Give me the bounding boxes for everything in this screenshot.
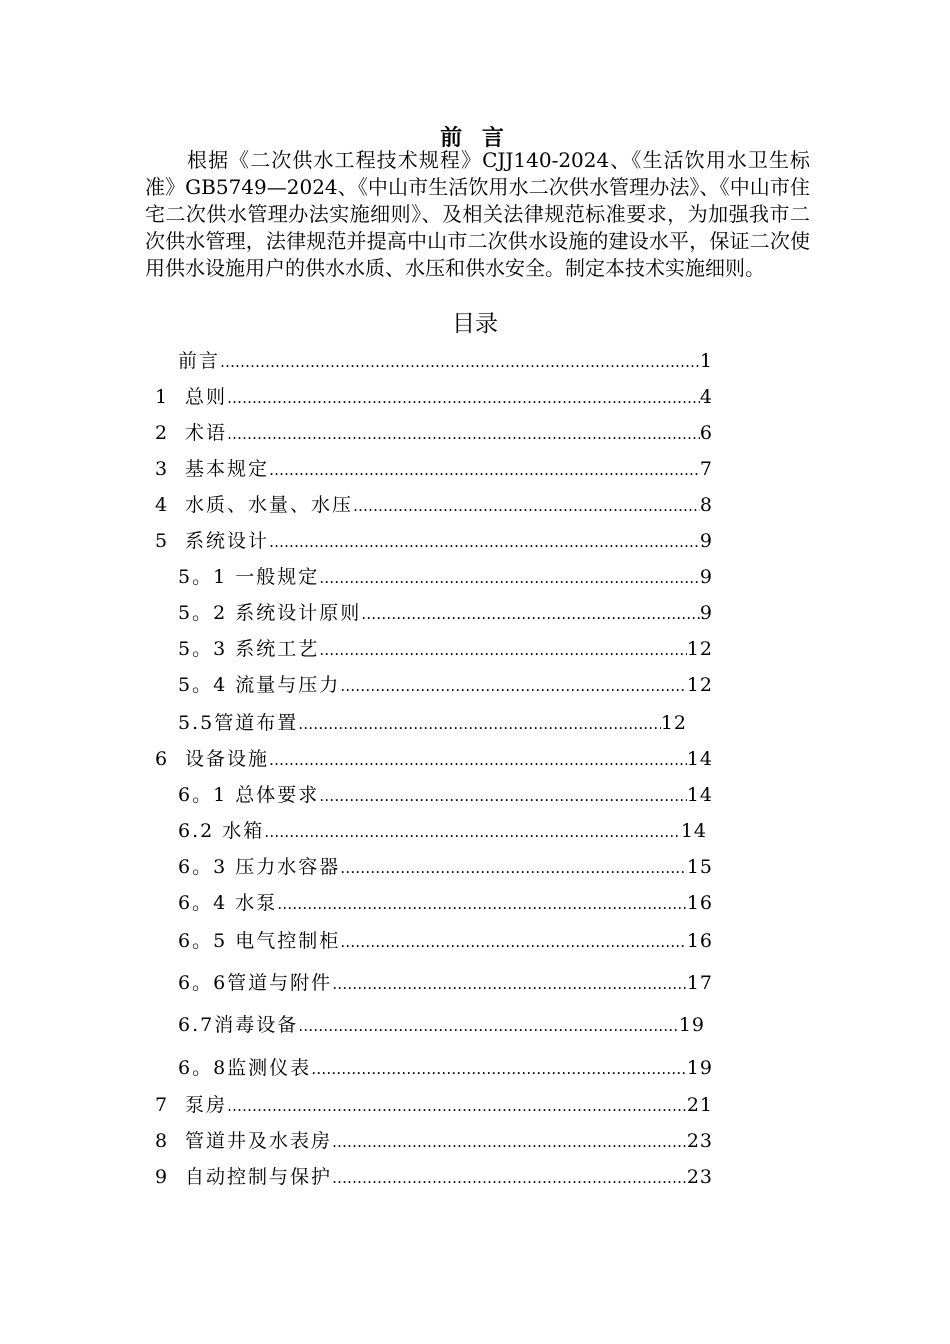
- toc-entry: [178, 969, 713, 997]
- toc-leader-dots: [227, 420, 700, 448]
- toc-entry: [155, 455, 713, 483]
- toc-entry-page: 1: [699, 350, 713, 372]
- toc-entry-number: 3: [155, 458, 170, 480]
- toc-leader-dots: [227, 1092, 687, 1120]
- toc-entry-page: 4: [699, 386, 713, 408]
- toc-entry-label: 泵房: [185, 1094, 228, 1116]
- toc-entry-label: 6.2 水箱: [178, 820, 265, 842]
- toc-entry-page: 16: [686, 930, 713, 952]
- toc-entry-label: 管道井及水表房: [185, 1130, 333, 1152]
- toc-leader-dots: [269, 528, 700, 556]
- toc-entry-number: 5: [155, 530, 170, 552]
- toc-entry-page: 9: [699, 530, 713, 552]
- preface-title: 前 言: [440, 125, 510, 151]
- toc-entry-page: 6: [699, 422, 713, 444]
- toc-entry-label: 5.5管道布置: [178, 712, 299, 734]
- toc-leader-dots: [298, 1012, 679, 1040]
- toc-entry-number: 4: [155, 494, 170, 516]
- toc-entry-number: 6: [155, 748, 170, 770]
- toc-entry: [178, 927, 713, 955]
- toc-entry: [178, 635, 713, 663]
- toc-entry: [155, 527, 713, 555]
- toc-leader-dots: [269, 456, 700, 484]
- toc-leader-dots: [227, 384, 700, 412]
- toc-entry-number: 9: [155, 1166, 170, 1188]
- toc-leader-dots: [353, 492, 700, 520]
- toc-entry: [178, 671, 713, 699]
- toc-title: 目录: [452, 311, 498, 337]
- toc-entry: [178, 1054, 713, 1082]
- toc-leader-dots: [332, 1128, 687, 1156]
- toc-entry-label: 6。1 总体要求: [178, 784, 320, 806]
- toc-entry-page: 16: [686, 892, 713, 914]
- toc-entry-page: 14: [686, 748, 713, 770]
- toc-entry-page: 12: [660, 712, 687, 734]
- toc-leader-dots: [361, 600, 700, 628]
- toc-entry-page: 23: [686, 1166, 713, 1188]
- toc-entry-page: 9: [699, 566, 713, 588]
- toc-entry: [178, 853, 713, 881]
- toc-entry-number: 1: [155, 386, 170, 408]
- toc-entry-page: 23: [686, 1130, 713, 1152]
- toc-leader-dots: [332, 970, 687, 998]
- toc-entry-label: 6。6管道与附件: [178, 972, 333, 994]
- toc-leader-dots: [264, 818, 681, 846]
- toc-entry-label: 术语: [185, 422, 228, 444]
- toc-entry: [178, 1011, 705, 1039]
- toc-entry-page: 8: [699, 494, 713, 516]
- toc-entry-label: 水质、水量、水压: [185, 494, 354, 516]
- toc-entry: [178, 347, 713, 375]
- toc-leader-dots: [298, 710, 661, 738]
- toc-entry: [155, 1163, 713, 1191]
- toc-entry: [155, 1091, 713, 1119]
- toc-entry: [178, 781, 713, 809]
- toc-entry-label: 6。5 电气控制柜: [178, 930, 341, 952]
- toc-leader-dots: [269, 746, 687, 774]
- toc-leader-dots: [340, 928, 687, 956]
- toc-leader-dots: [340, 672, 687, 700]
- toc-entry-label: 系统设计: [185, 530, 270, 552]
- toc-leader-dots: [319, 564, 700, 592]
- toc-leader-dots: [277, 890, 687, 918]
- toc-entry-page: 14: [686, 784, 713, 806]
- toc-entry-page: 7: [699, 458, 713, 480]
- toc-entry-label: 5。1 一般规定: [178, 566, 320, 588]
- toc-entry: [155, 745, 713, 773]
- toc-entry-page: 12: [686, 674, 713, 696]
- toc-entry-label: 设备设施: [185, 748, 270, 770]
- toc-entry-label: 5。2 系统设计原则: [178, 602, 362, 624]
- toc-entry-page: 19: [686, 1057, 713, 1079]
- toc-entry-label: 6。3 压力水容器: [178, 856, 341, 878]
- preface-body: 根据《二次供水工程技术规程》CJJ140-2024、《生活饮用水卫生标准》GB5749—2024、《中山市生活饮用水二次供水管理办法》、《中山市住宅二次供水管理办法实施细则》、及相关法律规范标准要求，为加强我市二次供水管理，法律规范并提高中山市二次供水设施的建设水平，保证二次使用供水设施用户的供水水质、水压和供水安全。制定本技术实施细则。: [145, 148, 810, 280]
- toc-entry-label: 6.7消毒设备: [178, 1014, 299, 1036]
- toc-entry-number: 8: [155, 1130, 170, 1152]
- toc-entry-label: 前言: [178, 350, 221, 372]
- toc-entry-page: 21: [686, 1094, 713, 1116]
- toc-entry: [178, 599, 713, 627]
- toc-entry-page: 15: [686, 856, 713, 878]
- toc-entry: [155, 419, 713, 447]
- toc-leader-dots: [311, 1055, 687, 1083]
- toc-entry-number: 7: [155, 1094, 170, 1116]
- toc-entry: [155, 491, 713, 519]
- toc-entry: [155, 1127, 713, 1155]
- toc-leader-dots: [340, 854, 687, 882]
- toc-entry-page: 9: [699, 602, 713, 624]
- toc-entry: [178, 889, 713, 917]
- toc-entry: [178, 563, 713, 591]
- toc-leader-dots: [332, 1164, 687, 1192]
- toc-entry-label: 5。4 流量与压力: [178, 674, 341, 696]
- toc-entry: [155, 383, 713, 411]
- toc-entry-label: 5。3 系统工艺: [178, 638, 320, 660]
- toc-entry-label: 6。8监测仪表: [178, 1057, 312, 1079]
- toc-leader-dots: [319, 636, 687, 664]
- toc-entry-page: 14: [680, 820, 707, 842]
- toc-entry: [178, 709, 687, 737]
- toc-leader-dots: [220, 348, 700, 376]
- toc-entry-page: 19: [678, 1014, 705, 1036]
- toc-leader-dots: [319, 782, 687, 810]
- toc-entry-label: 自动控制与保护: [185, 1166, 333, 1188]
- toc-entry: [178, 817, 707, 845]
- toc-entry-page: 17: [686, 972, 713, 994]
- toc-entry-label: 基本规定: [185, 458, 270, 480]
- toc-entry-label: 6。4 水泵: [178, 892, 278, 914]
- toc-entry-number: 2: [155, 422, 170, 444]
- toc-entry-page: 12: [686, 638, 713, 660]
- toc-entry-label: 总则: [185, 386, 228, 408]
